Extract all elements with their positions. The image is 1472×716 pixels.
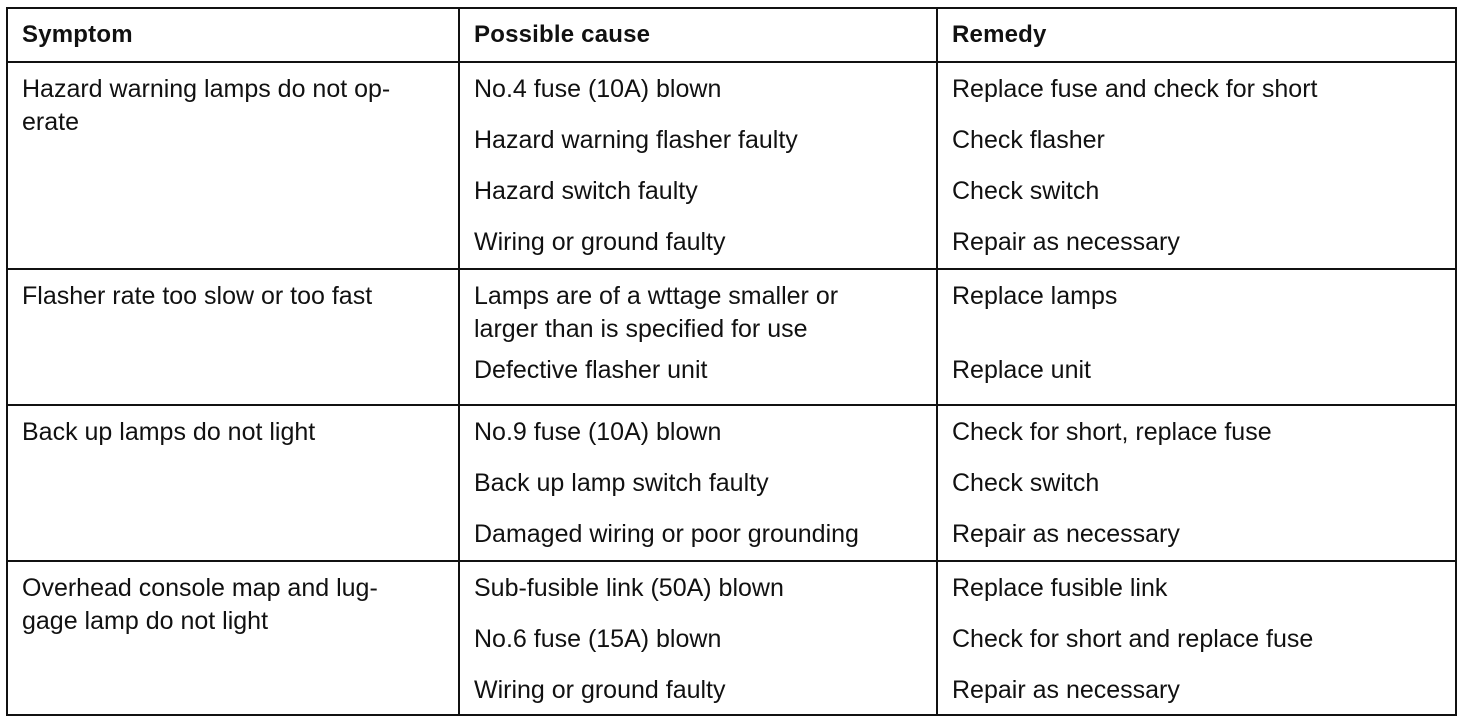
cause-item: No.6 fuse (15A) blown: [474, 625, 722, 653]
cause-cell: [458, 270, 936, 404]
remedy-item: Check flasher: [952, 126, 1105, 154]
cause-item: Sub-fusible link (50A) blown: [474, 574, 784, 602]
cause-item: Hazard warning flasher faulty: [474, 126, 798, 154]
cause-item: Back up lamp switch faulty: [474, 469, 769, 497]
cause-item: Hazard switch faulty: [474, 177, 698, 205]
header-possible-cause: Possible cause: [458, 9, 936, 61]
cause-item: Defective flasher unit: [474, 356, 708, 384]
remedy-item: Repair as necessary: [952, 676, 1180, 704]
remedy-item: Repair as necessary: [952, 228, 1180, 256]
cause-item: Wiring or ground faulty: [474, 676, 726, 704]
table-header-row: [8, 9, 1455, 61]
header-remedy: Remedy: [936, 9, 1455, 61]
symptom-cell: [8, 270, 458, 404]
remedy-item: Repair as necessary: [952, 520, 1180, 548]
symptom-cell: [8, 562, 458, 714]
symptom-text: Overhead console map and lug- gage lamp do not light: [22, 574, 378, 635]
remedy-cell: [936, 562, 1455, 714]
remedy-cell: [936, 270, 1455, 404]
symptom-text: Back up lamps do not light: [22, 418, 316, 446]
symptom-cell: [8, 63, 458, 268]
remedy-item: Replace unit: [952, 356, 1091, 384]
cause-item: No.4 fuse (10A) blown: [474, 75, 722, 103]
cause-cell: [458, 63, 936, 268]
remedy-item: Check for short and replace fuse: [952, 625, 1314, 653]
symptom-text: Hazard warning lamps do not op- erate: [22, 75, 391, 136]
cause-item: No.9 fuse (10A) blown: [474, 418, 722, 446]
cause-item: Damaged wiring or poor grounding: [474, 520, 859, 548]
remedy-item: Replace fuse and check for short: [952, 75, 1318, 103]
cause-item: Lamps are of a wttage smaller or larger than is specified for use: [474, 282, 839, 343]
remedy-cell: [936, 406, 1455, 560]
symptom-text: Flasher rate too slow or too fast: [22, 282, 373, 310]
table-row-group: [8, 560, 1455, 714]
remedy-item: Check switch: [952, 469, 1100, 497]
header-symptom: Symptom: [22, 21, 133, 48]
cause-cell: [458, 562, 936, 714]
troubleshooting-table: [6, 7, 1457, 716]
cause-item: Wiring or ground faulty: [474, 228, 726, 256]
table-row-group: [8, 268, 1455, 404]
table-row-group: [8, 61, 1455, 268]
remedy-item: Replace fusible link: [952, 574, 1168, 602]
remedy-item: Check for short, replace fuse: [952, 418, 1272, 446]
table-row-group: [8, 404, 1455, 560]
remedy-cell: [936, 63, 1455, 268]
remedy-item: Check switch: [952, 177, 1100, 205]
cause-cell: [458, 406, 936, 560]
symptom-cell: [8, 406, 458, 560]
remedy-item: Replace lamps: [952, 282, 1118, 310]
